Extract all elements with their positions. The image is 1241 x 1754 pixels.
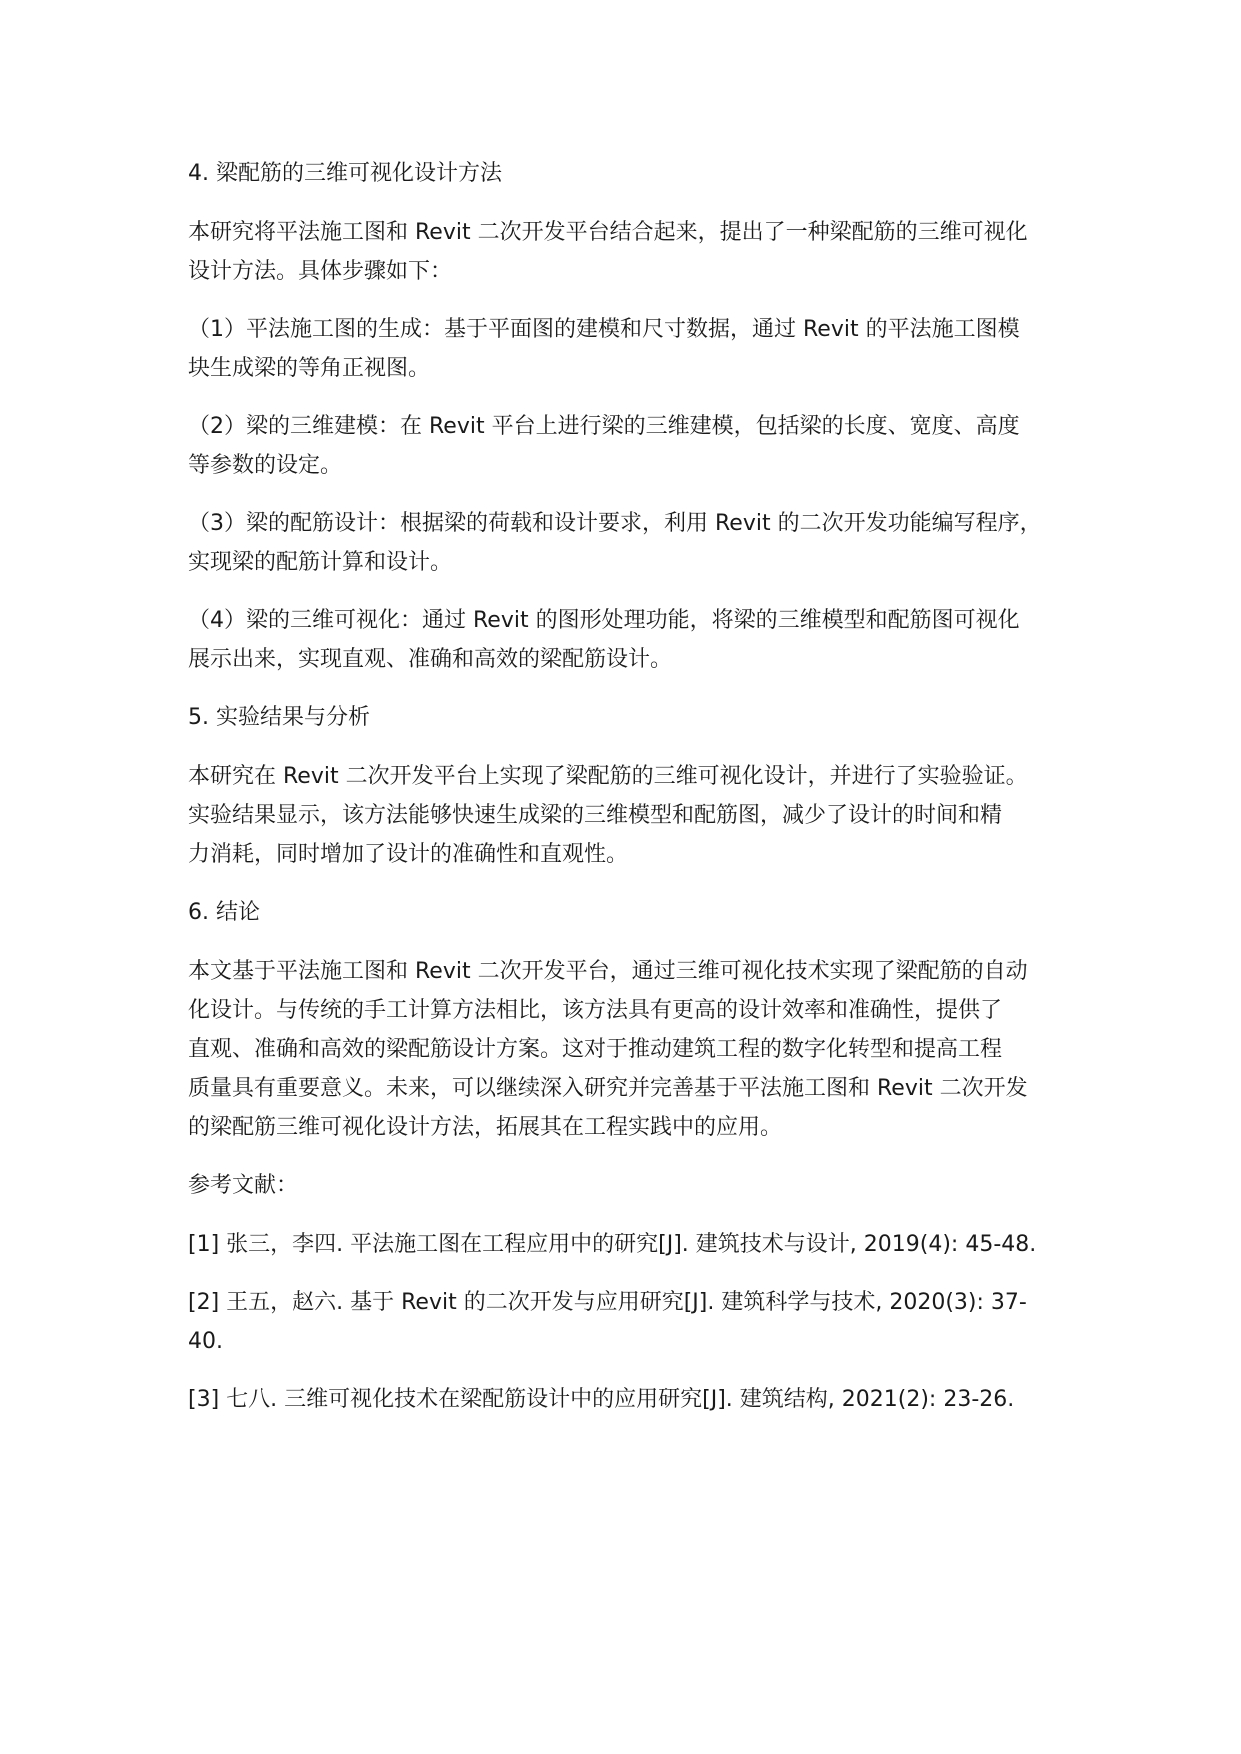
text-line: 质量具有重要意义。未来，可以继续深入研究并完善基于平法施工图和 Revit 二次开发 <box>188 1076 1028 1101</box>
reference-item <box>188 1225 1073 1264</box>
paragraph-results <box>188 757 1073 874</box>
heading-references <box>188 1166 1073 1205</box>
text-line: 块生成梁的等角正视图。 <box>188 356 431 381</box>
heading-section-6 <box>188 893 1073 932</box>
text-line: （3）梁的配筋设计：根据梁的荷载和设计要求，利用 Revit 的二次开发功能编写程序， <box>188 511 1042 536</box>
text-line: 参考文献： <box>188 1173 299 1198</box>
text-line: [1] 张三，李四. 平法施工图在工程应用中的研究[J]. 建筑技术与设计, 2019(4): 45-48. <box>188 1232 1037 1257</box>
text-line: 等参数的设定。 <box>188 453 343 478</box>
text-line: 本研究在 Revit 二次开发平台上实现了梁配筋的三维可视化设计，并进行了实验验证。 <box>188 764 1028 789</box>
text-line: 6. 结论 <box>188 900 260 925</box>
text-line: [3] 七八. 三维可视化技术在梁配筋设计中的应用研究[J]. 建筑结构, 2021(2): 23-26. <box>188 1387 1015 1412</box>
paragraph-step-1 <box>188 310 1073 388</box>
text-line: 实现梁的配筋计算和设计。 <box>188 550 453 575</box>
paragraph-method-intro <box>188 213 1073 291</box>
heading-section-5 <box>188 698 1073 737</box>
reference-item <box>188 1283 1073 1361</box>
text-line: 40. <box>188 1329 223 1354</box>
text-line: 4. 梁配筋的三维可视化设计方法 <box>188 161 502 186</box>
text-line: 本研究将平法施工图和 Revit 二次开发平台结合起来，提出了一种梁配筋的三维可视化 <box>188 220 1028 245</box>
heading-section-4 <box>188 154 1073 193</box>
paragraph-step-4 <box>188 601 1073 679</box>
paragraph-step-3 <box>188 504 1073 582</box>
reference-list <box>188 1225 1073 1419</box>
text-line: （1）平法施工图的生成：基于平面图的建模和尺寸数据，通过 Revit 的平法施工图模 <box>188 317 1020 342</box>
text-line: 本文基于平法施工图和 Revit 二次开发平台，通过三维可视化技术实现了梁配筋的自动 <box>188 959 1028 984</box>
reference-item <box>188 1380 1073 1419</box>
text-line: 的梁配筋三维可视化设计方法，拓展其在工程实践中的应用。 <box>188 1115 783 1140</box>
text-line: （2）梁的三维建模：在 Revit 平台上进行梁的三维建模，包括梁的长度、宽度、高度 <box>188 414 1020 439</box>
text-line: [2] 王五，赵六. 基于 Revit 的二次开发与应用研究[J]. 建筑科学与技术, 2020(3): 37- <box>188 1290 1027 1315</box>
text-line: 力消耗，同时增加了设计的准确性和直观性。 <box>188 842 629 867</box>
text-line: 化设计。与传统的手工计算方法相比，该方法具有更高的设计效率和准确性，提供了 <box>188 998 1003 1023</box>
text-line: （4）梁的三维可视化：通过 Revit 的图形处理功能，将梁的三维模型和配筋图可视化 <box>188 608 1020 633</box>
text-line: 直观、准确和高效的梁配筋设计方案。这对于推动建筑工程的数字化转型和提高工程 <box>188 1037 1003 1062</box>
text-line: 5. 实验结果与分析 <box>188 705 370 730</box>
text-line: 设计方法。具体步骤如下： <box>188 259 453 284</box>
text-line: 展示出来，实现直观、准确和高效的梁配筋设计。 <box>188 647 673 672</box>
paragraph-conclusion <box>188 952 1073 1147</box>
text-line: 实验结果显示，该方法能够快速生成梁的三维模型和配筋图，减少了设计的时间和精 <box>188 803 1003 828</box>
paragraph-step-2 <box>188 407 1073 485</box>
document-page <box>188 154 1073 1438</box>
